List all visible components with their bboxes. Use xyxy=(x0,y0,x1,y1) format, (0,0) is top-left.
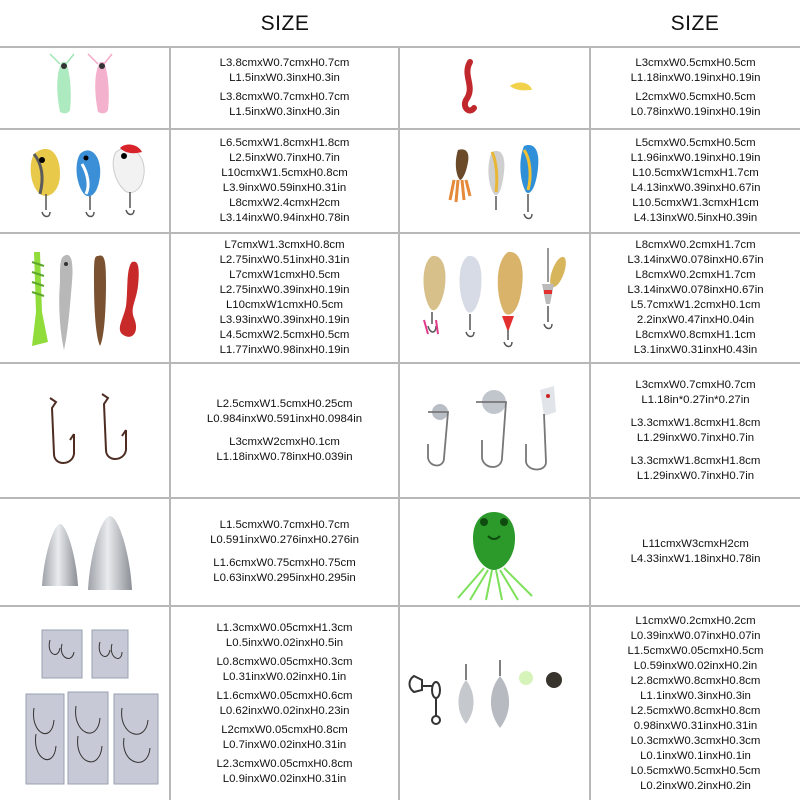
hook-packs-icon xyxy=(22,624,162,790)
size-cell: L5cmxW0.5cmxH0.5cm L1.96inxW0.19inxH0.19in L10.5cmxW1cmxH1.7cm L4.13inxW0.39inxH0.67in L10.5cmxW1.3cmxH1cm L4.13inxW0.5inxH0.39in xyxy=(630,137,761,224)
frog-lure-icon xyxy=(448,506,540,602)
size-header-left: SIZE xyxy=(260,11,310,35)
size-cell: L6.5cmxW1.8cmxH1.8cm L2.5inxW0.7inxH0.7in L10cmxW1.5cmxH0.8cm L3.9inxW0.59inxH0.31in L8cmxW2.4cmxH2cm L3.14inxW0.94inxH0.78in xyxy=(219,137,350,224)
jig-heads-icon xyxy=(414,378,574,478)
worm-lures-icon xyxy=(440,56,550,120)
minnow-lures-icon xyxy=(440,136,550,228)
bullet-weights-icon xyxy=(30,510,140,596)
size-cell: L1.3cmxW0.05cmxH1.3cm L0.5inxW0.02inxH0.5in L0.8cmxW0.05cmxH0.3cm L0.31inxW0.02inxH0.1in L1.6cmxW0.05cmxH0.6cm L0.62inxW0.02inxH0.23in L2cmxW0.05cmxH0.8cm L0.7inxW0.02inxH0.31in L2.3cmxW0.05cmxH0.8cm L0.9inxW0.02inxH0.31in xyxy=(216,621,353,785)
worm-hooks-icon xyxy=(30,384,140,474)
size-cell: L8cmxW0.2cmxH1.7cm L3.14inxW0.078inxH0.67in L8cmxW0.2cmxH1.7cm L3.14inxW0.078inxH0.67in L5.7cmxW1.2cmxH0.1cm 2.2inxW0.47inxH0.04in L8cmxW0.8cmxH1.1cm L3.1inxW0.31inxH0.43in xyxy=(627,239,764,356)
size-cell: L3.8cmxW0.7cmxH0.7cm L1.5inxW0.3inxH0.3in L3.8cmxW0.7cmxH0.7cm L1.5inxW0.3inxH0.3in xyxy=(219,57,350,118)
size-cell: L3cmxW0.7cmxH0.7cm L1.18in*0.27in*0.27in L3.3cmxW1.8cmxH1.8cm L1.29inxW0.7inxH0.7in L3.3cmxW1.8cmxH1.8cm L1.29inxW0.7inxH0.7in xyxy=(630,378,761,482)
size-cell: L7cmxW1.3cmxH0.8cm L2.75inxW0.51inxH0.31in L7cmxW1cmxH0.5cm L2.75inxW0.39inxH0.19in L10cmxW1cmxH0.5cm L3.93inxW0.39inxH0.19in L4.5cmxW2.5cmxH0.5cm L1.77inxW0.98inxH0.19in xyxy=(219,239,350,356)
crankbait-lures-icon xyxy=(20,134,150,226)
size-cell: L2.5cmxW1.5cmxH0.25cm L0.984inxW0.591inxH0.0984in L3cmxW2cmxH0.1cm L1.18inxW0.78inxH0.039in xyxy=(206,397,363,463)
swivels-sinkers-beads-icon xyxy=(400,650,570,740)
size-cell: L11cmxW3cmxH2cm L4.33inxW1.18inxH0.78in xyxy=(630,538,761,565)
size-header-right: SIZE xyxy=(670,11,720,35)
size-cell: L1.5cmxW0.7cmxH0.7cm L0.591inxW0.276inxH0.276in L1.6cmxW0.75cmxH0.75cm L0.63inxW0.295inxH0.295in xyxy=(210,519,359,584)
shrimp-lures-icon xyxy=(40,52,130,124)
size-cell: L3cmxW0.5cmxH0.5cm L1.18inxW0.19inxH0.19in L2cmxW0.5cmxH0.5cm L0.78inxW0.19inxH0.19in xyxy=(630,57,761,118)
size-cell: L1cmxW0.2cmxH0.2cm L0.39inxW0.07inxH0.07in L1.5cmxW0.05cmxH0.5cm L0.59inxW0.02inxH0.2in L2.8cmxW0.8cmxH0.8cm L1.1inxW0.3inxH0.3in L2.5cmxW0.8cmxH0.8cm 0.98inxW0.31inxH0.31in L0.3cmxW0.3cmxH0.3cm L0.1inxW0.1inxH0.1in L0.5cmxW0.5cmxH0.5cm L0.2inxW0.2inxH0.2in xyxy=(627,614,764,792)
soft-bait-lures-icon xyxy=(14,242,159,354)
spoon-spinner-lures-icon xyxy=(410,242,580,354)
